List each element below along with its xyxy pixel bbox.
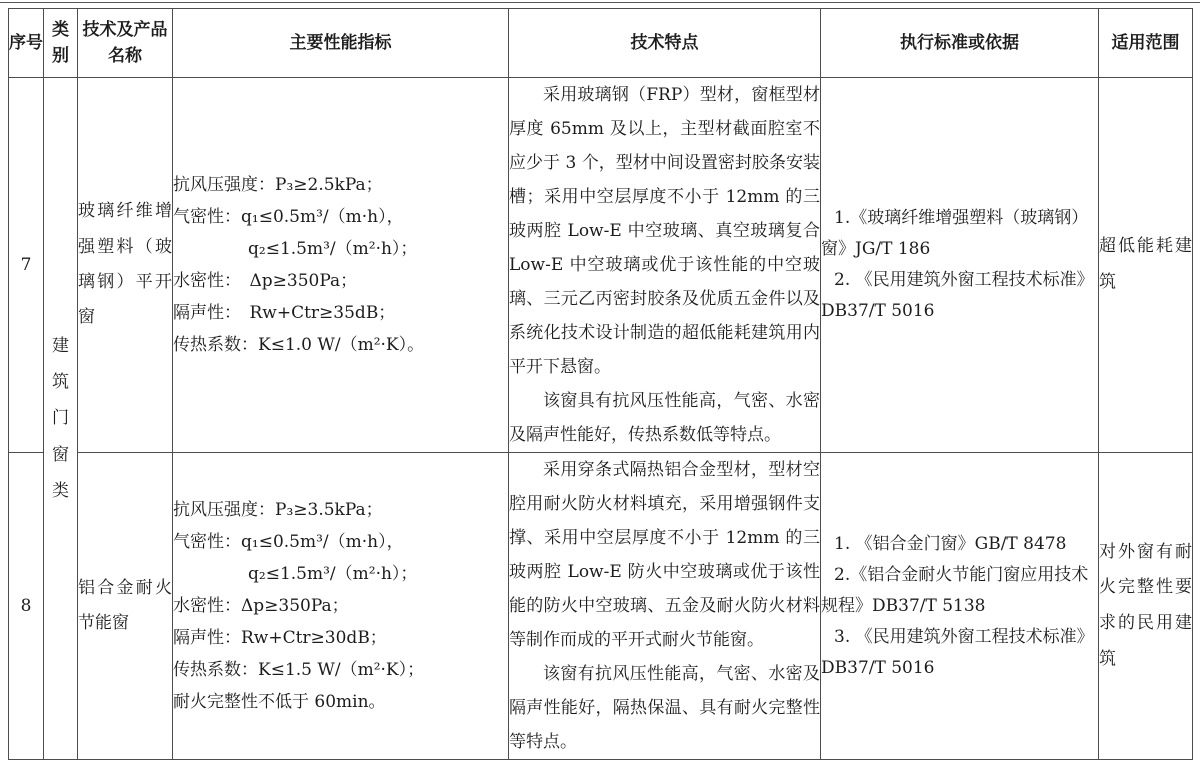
cell-indicators-8 — [173, 453, 509, 760]
indicator-line: 水密性：Δp≥350Pa； — [173, 596, 349, 616]
features-paragraph: 该窗具有抗风压性能高，气密、水密及隔声性能好，传热系数低等特点。 — [509, 391, 820, 445]
header-standards: 执行标准或依据 — [821, 9, 1099, 78]
cell-scope-8: 对外窗有耐火完整性要求的民用建筑 — [1099, 453, 1193, 760]
cell-category: 建筑门窗类 — [44, 78, 78, 760]
indicator-line: 隔声性：Rw+Ctr≥30dB； — [173, 628, 387, 648]
indicator-line: q₂≤1.5m³/（m²·h）； — [248, 239, 418, 259]
cell-seq-7: 7 — [9, 78, 44, 453]
product-spec-table — [8, 8, 1193, 760]
standard-item: 2.《铝合金耐火节能门窗应用技术规程》DB37/T 5138 — [821, 564, 1089, 616]
indicator-line: 耐火完整性不低于 60min。 — [173, 692, 386, 712]
table-row-7 — [9, 78, 1193, 453]
cell-product-name-8: 铝合金耐火节能窗 — [78, 453, 173, 760]
indicator-line: 传热系数：K≤1.0 W/（m²·K）。 — [173, 335, 425, 355]
header-scope: 适用范围 — [1099, 9, 1193, 78]
standard-item: 1.《玻璃纤维增强塑料（玻璃钢）窗》JG/T 186 — [821, 208, 1089, 259]
features-paragraph: 采用穿条式隔热铝合金型材，型材空腔用耐火防火材料填充，采用增强钢件支撑、采用中空层厚度不小于 12mm 的三玻两腔 Low-E 防火中空玻璃或优于该性能的防火中空玻璃、五金及耐火防火材料等制作而成的平开式耐火节能窗。 — [509, 460, 820, 650]
indicator-line: 抗风压强度：P₃≥3.5kPa； — [173, 500, 383, 520]
indicator-line: 隔声性： Rw+Ctr≥35dB； — [173, 303, 396, 323]
indicator-line: 抗风压强度：P₃≥2.5kPa； — [173, 175, 383, 195]
standard-item: 2. 《民用建筑外窗工程技术标准》DB37/T 5016 — [821, 270, 1094, 321]
cell-features-8 — [509, 453, 821, 760]
cell-indicators-7 — [173, 78, 509, 453]
indicator-line: 水密性： Δp≥350Pa； — [173, 271, 358, 291]
standard-item: 3. 《民用建筑外窗工程技术标准》DB37/T 5016 — [821, 626, 1094, 678]
header-performance: 主要性能指标 — [173, 9, 509, 78]
table-header-row — [9, 9, 1193, 78]
page-top-rule — [0, 2, 1200, 3]
table-row-8 — [9, 453, 1193, 760]
features-paragraph: 该窗有抗风压性能高，气密、水密及隔声性能好，隔热保温、具有耐火完整性等特点。 — [509, 664, 820, 752]
cell-standards-8 — [821, 453, 1099, 760]
indicator-line: 气密性：q₁≤0.5m³/（m·h）， — [173, 207, 404, 227]
features-paragraph: 采用玻璃钢（FRP）型材，窗框型材厚度 65mm 及以上，主型材截面腔室不应少于 3 个，型材中间设置密封胶条安装槽；采用中空层厚度不小于 12mm 的三玻两腔 Low-E 中空玻璃、真空玻璃复合 Low-E 中空玻璃或优于该性能的中空玻璃、三元乙丙密封胶条及优质五金件以及系统化技术设计制造的超低能耗建筑用内平开下悬窗。 — [509, 85, 820, 377]
indicator-line: 气密性：q₁≤0.5m³/（m·h）， — [173, 532, 404, 552]
cell-product-name-7: 玻璃纤维增强塑料（玻璃钢）平开窗 — [78, 78, 173, 453]
cell-features-7 — [509, 78, 821, 453]
header-features: 技术特点 — [509, 9, 821, 78]
cell-standards-7 — [821, 78, 1099, 453]
header-category: 类别 — [44, 9, 78, 78]
indicator-line: q₂≤1.5m³/（m²·h）； — [248, 564, 418, 584]
indicator-line: 传热系数：K≤1.5 W/（m²·K）； — [173, 660, 425, 680]
header-seq: 序号 — [9, 9, 44, 78]
standard-item: 1. 《铝合金门窗》GB/T 8478 — [834, 533, 1067, 554]
cell-seq-8: 8 — [9, 453, 44, 760]
header-product-name: 技术及产品名称 — [78, 9, 173, 78]
cell-scope-7: 超低能耗建筑 — [1099, 78, 1193, 453]
